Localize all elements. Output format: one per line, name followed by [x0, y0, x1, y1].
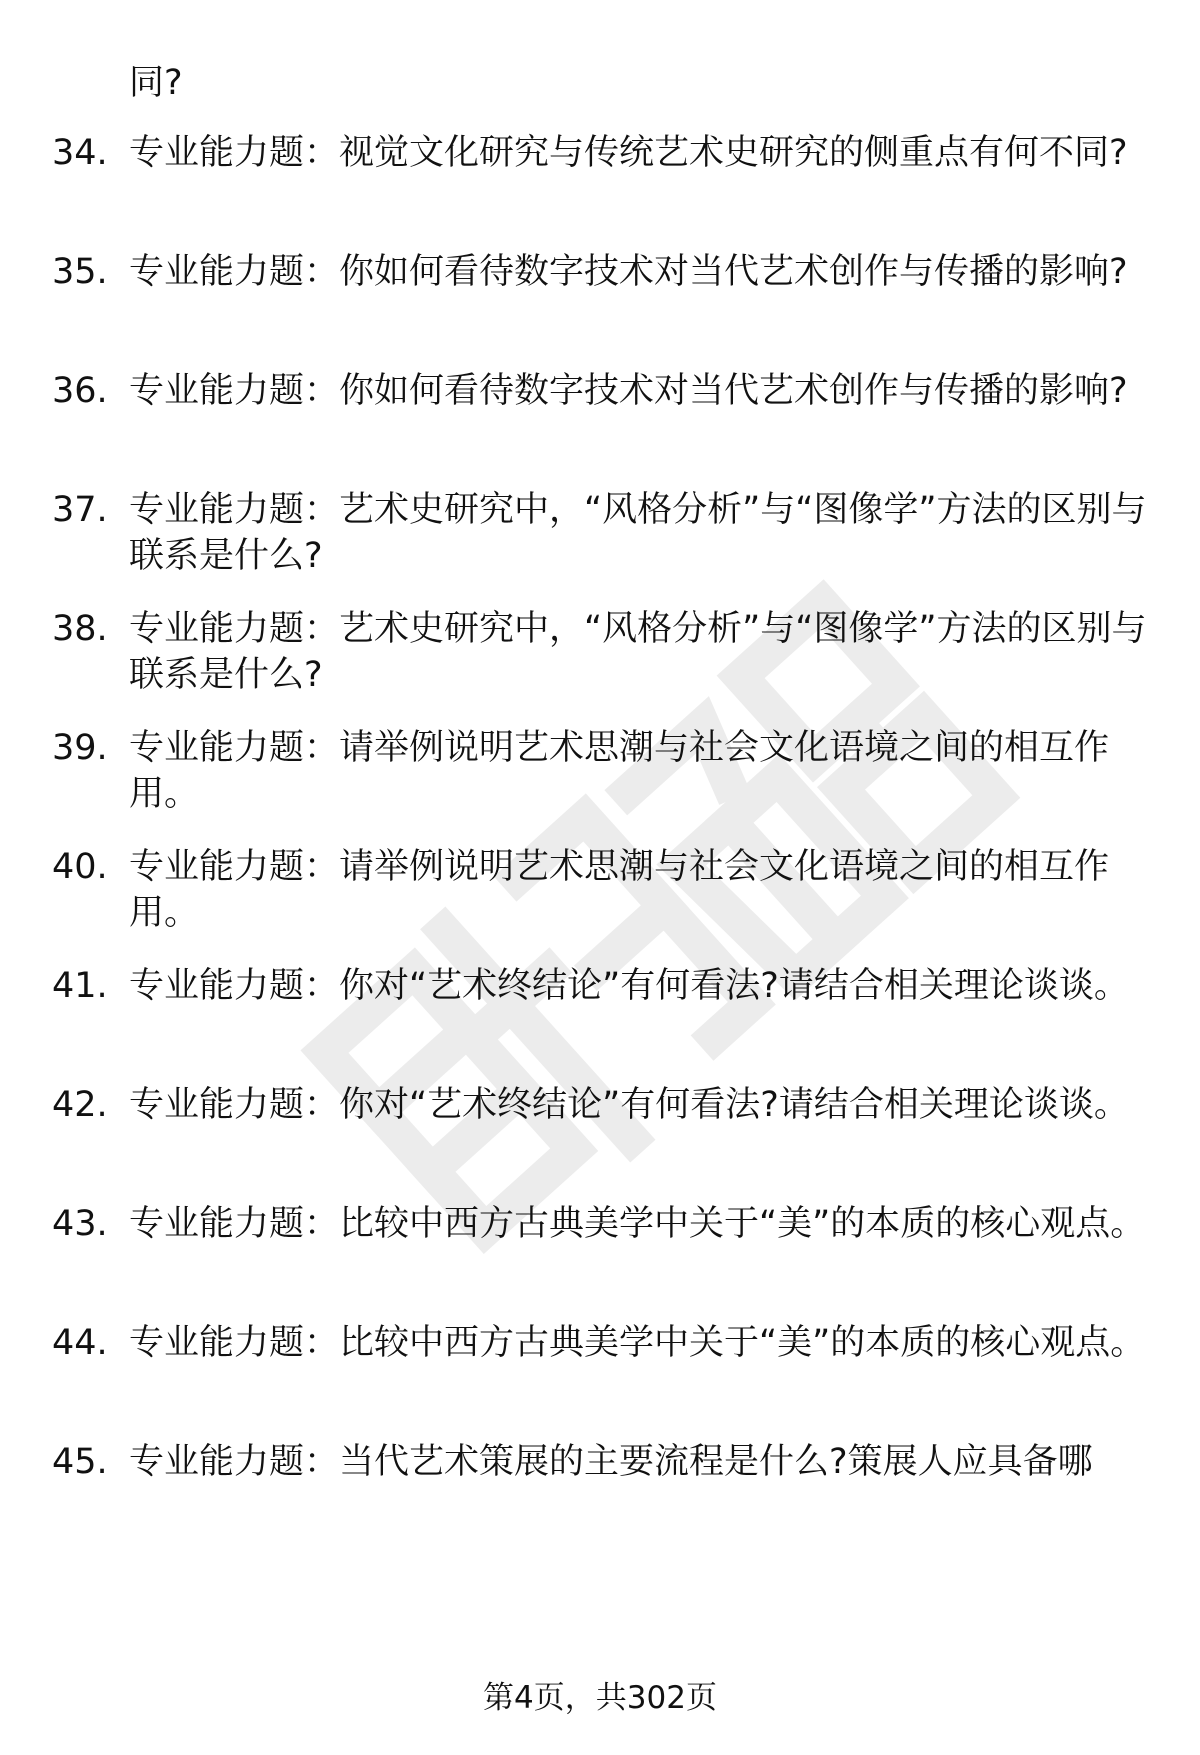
question-text: 专业能力题：你如何看待数字技术对当代艺术创作与传播的影响? — [129, 371, 1128, 411]
question-text: 专业能力题：艺术史研究中，“风格分析”与“图像学”方法的区别与联系是什么? — [129, 490, 1147, 576]
question-text: 专业能力题：视觉文化研究与传统艺术史研究的侧重点有何不同? — [129, 133, 1128, 173]
question-text: 专业能力题：请举例说明艺术思潮与社会文化语境之间的相互作用。 — [129, 847, 1110, 933]
question-number: 43. — [52, 1204, 108, 1244]
question-number: 34. — [52, 133, 108, 173]
question-number: 40. — [52, 847, 108, 887]
question-number: 42. — [52, 1085, 108, 1125]
question-number: 39. — [52, 728, 108, 768]
question-number: 44. — [52, 1323, 108, 1363]
question-number: 36. — [52, 371, 108, 411]
question-text: 专业能力题：比较中西方古典美学中关于“美”的本质的核心观点。 — [129, 1323, 1146, 1363]
page-footer: 第4页，共302页 — [483, 1680, 717, 1716]
question-number: 45. — [52, 1442, 108, 1482]
question-text: 专业能力题：比较中西方古典美学中关于“美”的本质的核心观点。 — [129, 1204, 1146, 1244]
question-number: 37. — [52, 490, 108, 530]
question-number: 41. — [52, 966, 108, 1006]
question-number: 38. — [52, 609, 108, 649]
question-continuation: 同? — [129, 63, 183, 103]
question-text: 专业能力题：当代艺术策展的主要流程是什么?策展人应具备哪 — [129, 1442, 1093, 1482]
question-text: 专业能力题：你如何看待数字技术对当代艺术创作与传播的影响? — [129, 252, 1128, 292]
question-text: 专业能力题：你对“艺术终结论”有何看法?请结合相关理论谈谈。 — [129, 966, 1129, 1006]
question-number: 35. — [52, 252, 108, 292]
question-text: 专业能力题：你对“艺术终结论”有何看法?请结合相关理论谈谈。 — [129, 1085, 1129, 1125]
question-text: 专业能力题：艺术史研究中，“风格分析”与“图像学”方法的区别与联系是什么? — [129, 609, 1147, 695]
question-text: 专业能力题：请举例说明艺术思潮与社会文化语境之间的相互作用。 — [129, 728, 1110, 814]
